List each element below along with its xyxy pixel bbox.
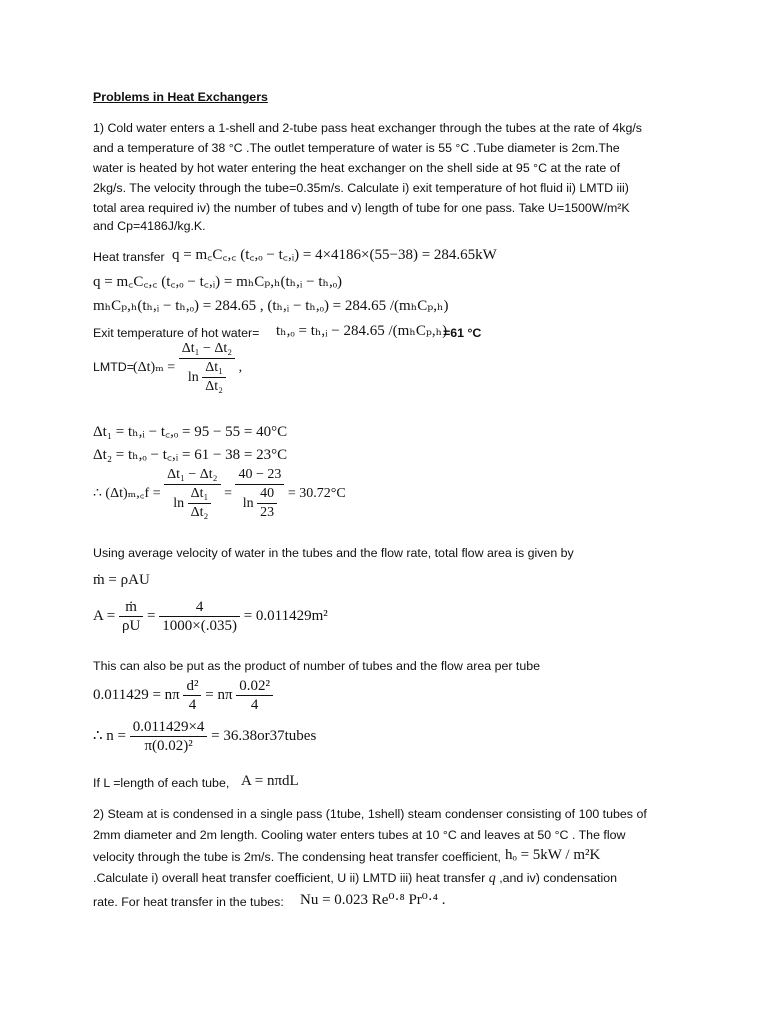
corrected-lmtd-lhs: ∴ (Δt)ₘ,꜀f = [93,486,161,502]
lmtd-inner-fraction [202,359,226,396]
corrected-lmtd-numeric-numerator: 40 − 23 [235,466,284,485]
area-numeric-denominator: 1000×(.035) [162,618,237,634]
tube-count-numerator: 0.011429×4 [130,718,208,737]
problem1-line2: and a temperature of 38 °C .The outlet temperature of water is 55 °C .Tube diameter is 2cm.The [93,141,620,155]
area-numeric-numerator: 4 [159,598,240,617]
energy-balance-equation: q = m꜀C꜀,꜀ (t꜀,ₒ − t꜀,ᵢ) = mₕCₚ,ₕ(tₕ,ᵢ − tₕ,ₒ) [93,274,343,290]
corrected-lmtd-ln: ln [173,495,185,511]
problem2-line4-text: .Calculate i) overall heat transfer coefficient, U ii) LMTD iii) heat transfer [93,871,486,885]
corrected-lmtd-numeric-inner-fraction [257,485,277,522]
problem1-line3: water is heated by hot water entering the heat exchanger on the shell side at 95 °C at the rate of [93,161,621,175]
corrected-lmtd-numeric-inner-denominator: 23 [260,505,275,520]
delta-t2-equation: Δt₂ = tₕ,ₒ − t꜀,ᵢ = 61 − 38 = 23°C [93,447,288,463]
exit-temperature-value: =61 °C [443,326,482,340]
corrected-lmtd-numeric-denominator [235,485,284,522]
problem1-line1: 1) Cold water enters a 1-shell and 2-tube pass heat exchanger through the tubes at the rate of 4kg/s [93,121,642,135]
problem2-line4-rest: ,and iv) condensation [499,871,617,885]
tube-count-denominator: π(0.02)² [144,738,193,754]
problem2-line2: 2mm diameter and 2m length. Cooling water enters tubes at 10 °C and leaves at 50 °C . The flow [93,828,626,842]
tube-length-equation: A = nπdL [241,773,299,789]
tube-area-formula [93,677,273,714]
tube-area-fraction-1-numerator: d² [183,677,201,696]
lmtd-numerator: Δt₁ − Δt₂ [179,340,235,359]
tube-count-fraction [130,718,208,755]
exit-temperature-label: Exit temperature of hot water= [93,326,260,340]
document-title: Problems in Heat Exchangers [93,90,268,104]
tube-area-mid: = nπ [205,686,233,703]
corrected-lmtd-inner-denominator: Δt₂ [190,505,209,520]
problem1-line4: 2kg/s. The velocity through the tube=0.35m/s. Calculate i) exit temperature of hot fluid ii) LMTD iii) [93,181,629,195]
tube-count-result: = 36.38or37tubes [211,727,317,744]
problem1-line5: total area required iv) the number of tubes and v) length of tube for one pass. Take U=1500W/m²K [93,201,630,215]
tube-area-fraction-2 [236,677,273,714]
lmtd-lhs: (Δt)ₘ = [133,360,176,376]
lmtd-label: LMTD= [93,360,134,374]
problem2-line3: velocity through the tube is 2m/s. The condensing heat transfer coefficient, [93,850,501,864]
corrected-lmtd-numeric-inner-numerator: 40 [257,485,277,504]
area-equals: = [147,607,156,624]
corrected-lmtd-inner-fraction [188,485,212,522]
condensing-coefficient-equation: hₒ = 5kW / m²K [505,847,601,863]
lmtd-inner-denominator: Δt₂ [205,379,224,394]
tube-area-fraction-2-denominator: 4 [250,697,259,713]
lmtd-fraction [179,340,235,396]
corrected-lmtd-numerator: Δt₁ − Δt₂ [164,466,220,485]
exit-temperature-expression: tₕ,ₒ = tₕ,ᵢ − 284.65 /(mₕCₚ,ₕ) [276,323,448,339]
corrected-lmtd-result: = 30.72°C [287,486,346,502]
tubes-text: This can also be put as the product of number of tubes and the flow area per tube [93,659,541,673]
tube-length-label: If L =length of each tube, [93,776,230,790]
corrected-lmtd-formula [93,466,346,522]
temperature-drop-equation: mₕCₚ,ₕ(tₕ,ᵢ − tₕ,ₒ) = 284.65 , (tₕ,ᵢ − tₕ,ₒ) = 284.65 /(mₕCₚ,ₕ) [93,298,449,314]
area-fraction [119,598,143,635]
heat-transfer-symbol: q [488,871,496,886]
tube-area-fraction-2-numerator: 0.02² [236,677,273,696]
heat-transfer-equation: q = m꜀C꜀,꜀ (t꜀,ₒ − t꜀,ᵢ) = 4×4186×(55−38) = 284.65kW [172,247,497,263]
tube-area-lhs: 0.011429 = nπ [93,686,180,703]
corrected-lmtd-numeric-fraction [235,466,284,522]
lmtd-comma: , [238,360,243,376]
tube-count-formula [93,718,316,755]
problem2-line5: rate. For heat transfer in the tubes: [93,895,284,909]
area-numerator: ṁ [119,598,143,617]
area-numeric-fraction [159,598,240,635]
lmtd-inner-numerator: Δt₁ [202,359,226,378]
lmtd-formula [133,340,242,396]
area-denominator: ρU [121,618,141,634]
problem2-line4 [93,870,617,887]
delta-t1-equation: Δt₁ = tₕ,ᵢ − t꜀,ₒ = 95 − 55 = 40°C [93,424,288,440]
lmtd-ln: ln [187,369,199,385]
area-formula [93,598,328,635]
corrected-lmtd-inner-numerator: Δt₁ [188,485,212,504]
corrected-lmtd-equals: = [224,486,232,502]
flow-area-text: Using average velocity of water in the tubes and the flow rate, total flow area is given by [93,546,574,560]
problem2-line1: 2) Steam at is condensed in a single pass (1tube, 1shell) steam condenser consisting of 100 tubes of [93,807,647,821]
corrected-lmtd-fraction [164,466,220,522]
tube-area-fraction-1 [183,677,201,714]
tube-count-lhs: ∴ n = [93,727,127,744]
tube-area-fraction-1-denominator: 4 [188,697,197,713]
area-result: = 0.011429m² [243,607,328,624]
problem1-line6: and Cp=4186J/kg.K. [93,219,206,233]
nusselt-correlation: Nu = 0.023 Re⁰·⁸ Pr⁰·⁴ . [300,892,446,908]
lmtd-denominator [179,359,235,396]
heat-transfer-label: Heat transfer [93,250,165,264]
area-lhs: A = [93,607,116,624]
corrected-lmtd-numeric-ln: ln [242,495,254,511]
corrected-lmtd-denominator [164,485,220,522]
mass-flow-equation: ṁ = ρAU [93,572,150,588]
